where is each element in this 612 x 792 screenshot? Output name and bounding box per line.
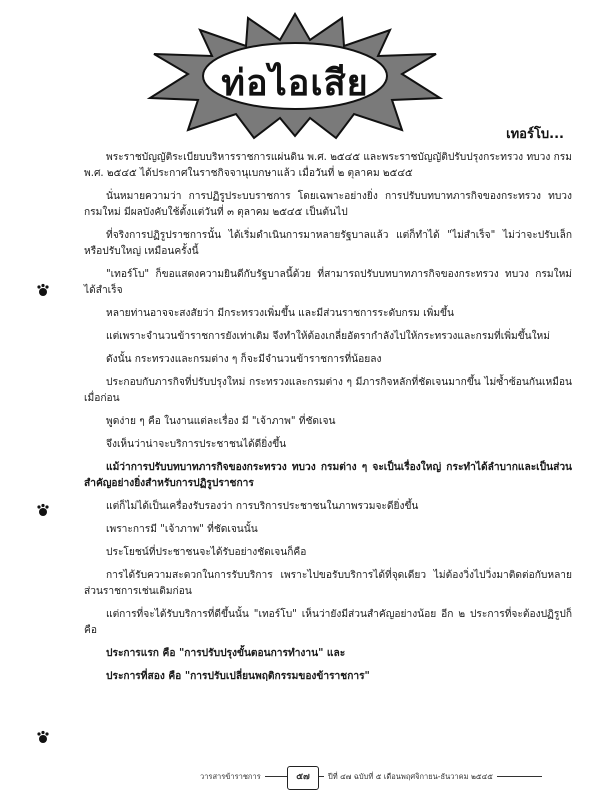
- paragraph: การได้รับความสะดวกในการรับบริการ เพราะไปขอรับบริการได้ที่จุดเดียว ไม่ต้องวิ่งไปวิ่งมาติดต่อกับหลายส่วนราชการเช่นเดิมก่อน: [84, 570, 572, 597]
- paragraph: แต่เพราะจำนวนข้าราชการยังเท่าเดิม จึงทำให้ต้องเกลี่ยอัตรากำลังไปให้กระทรวงและกรมที่เพิ่มขึ้นใหม่: [106, 331, 550, 342]
- page-footer: [0, 766, 612, 788]
- paragraph: ประโยชน์ที่ประชาชนจะได้รับอย่างชัดเจนก็คือ: [106, 547, 307, 558]
- journal-name: วารสารข้าราชการ: [196, 771, 265, 783]
- paragraph: ดังนั้น กระทรวงและกรมต่าง ๆ ก็จะมีจำนวนข้าราชการที่น้อยลง: [106, 354, 382, 365]
- paragraph: พระราชบัญญัติระเบียบบริหารราชการแผ่นดิน พ.ศ. ๒๕๔๕ และพระราชบัญญัติปรับปรุงกระทรวง ทบวง กรม พ.ศ. ๒๕๔๕ ได้ประกาศในราชกิจจานุเบกษาแล้ว เมื่อวันที่ ๒ ตุลาคม ๒๕๔๕: [84, 152, 572, 179]
- paragraph: จึงเห็นว่าน่าจะบริการประชาชนได้ดียิ่งขึ้น: [106, 439, 287, 450]
- paragraph: แต่ก็ไม่ได้เป็นเครื่องรับรองว่า การบริการประชาชนในภาพรวมจะดียิ่งขึ้น: [106, 501, 419, 512]
- paragraph: แต่การที่จะได้รับบริการที่ดีขึ้นนั้น "เทอร์โบ" เห็นว่ายังมีส่วนสำคัญอย่างน้อย อีก ๒ ประการที่จะต้องปฏิรูปก็คือ: [84, 609, 572, 636]
- paw-bullet-icon: [36, 503, 50, 517]
- paragraph: หลายท่านอาจจะสงสัยว่า มีกระทรวงเพิ่มขึ้น และมีส่วนราชการระดับกรม เพิ่มขึ้น: [106, 308, 454, 319]
- paragraph: นั่นหมายความว่า การปฏิรูประบบราชการ โดยเฉพาะอย่างยิ่ง การปรับบทบาทภารกิจของกระทรวง ทบวง กรมใหม่ มีผลบังคับใช้ตั้งแต่วันที่ ๓ ตุลาคม ๒๕๔๕ เป็นต้นไป: [84, 191, 572, 218]
- paragraph-emphasis: ประการที่สอง คือ "การปรับเปลี่ยนพฤติกรรมของข้าราชการ": [106, 671, 370, 682]
- issue-info: ปีที่ ๔๗ ฉบับที่ ๕ เดือนพฤศจิกายน-ธันวาคม ๒๕๔๕: [324, 771, 497, 783]
- title-banner: [140, 10, 450, 140]
- paragraph: ที่จริงการปฏิรูปราชการนั้น ได้เริ่มดำเนินการมาหลายรัฐบาลแล้ว แต่ก็ทำได้ "ไม่สำเร็จ" ไม่ว่าจะปรับเล็กหรือปรับใหญ่ เหมือนครั้งนี้: [84, 230, 572, 257]
- article-body: [84, 150, 572, 692]
- column-byline: เทอร์โบ...: [506, 127, 564, 142]
- paragraph: ประกอบกับภารกิจที่ปรับปรุงใหม่ กระทรวงและกรมต่าง ๆ มีภารกิจหลักที่ชัดเจนมากขึ้น ไม่ซ้ำซ้อนกันเหมือนเมื่อก่อน: [84, 377, 572, 404]
- page-title: ท่อไอเสีย: [221, 63, 369, 104]
- paragraph: พูดง่าย ๆ คือ ในงานแต่ละเรื่อง มี "เจ้าภาพ" ที่ชัดเจน: [106, 416, 336, 427]
- paragraph-emphasis: ประการแรก คือ "การปรับปรุงขั้นตอนการทำงาน" และ: [106, 648, 346, 659]
- paragraph: เพราะการมี "เจ้าภาพ" ที่ชัดเจนนั้น: [106, 524, 258, 535]
- paw-bullet-icon: [36, 283, 50, 297]
- page-number-emblem: ๕๗: [287, 766, 319, 790]
- paw-bullet-icon: [36, 730, 50, 744]
- paragraph: "เทอร์โบ" ก็ขอแสดงความยินดีกับรัฐบาลนี้ด้วย ที่สามารถปรับบทบาทภารกิจของกระทรวง ทบวง กรมใหม่ ได้สำเร็จ: [84, 269, 572, 296]
- paragraph-emphasis: แม้ว่าการปรับบทบาทภารกิจของกระทรวง ทบวง กรมต่าง ๆ จะเป็นเรื่องใหญ่ กระทำได้ลำบากและเป็นส่วนสำคัญอย่างยิ่งสำหรับการปฏิรูปราชการ: [84, 462, 572, 489]
